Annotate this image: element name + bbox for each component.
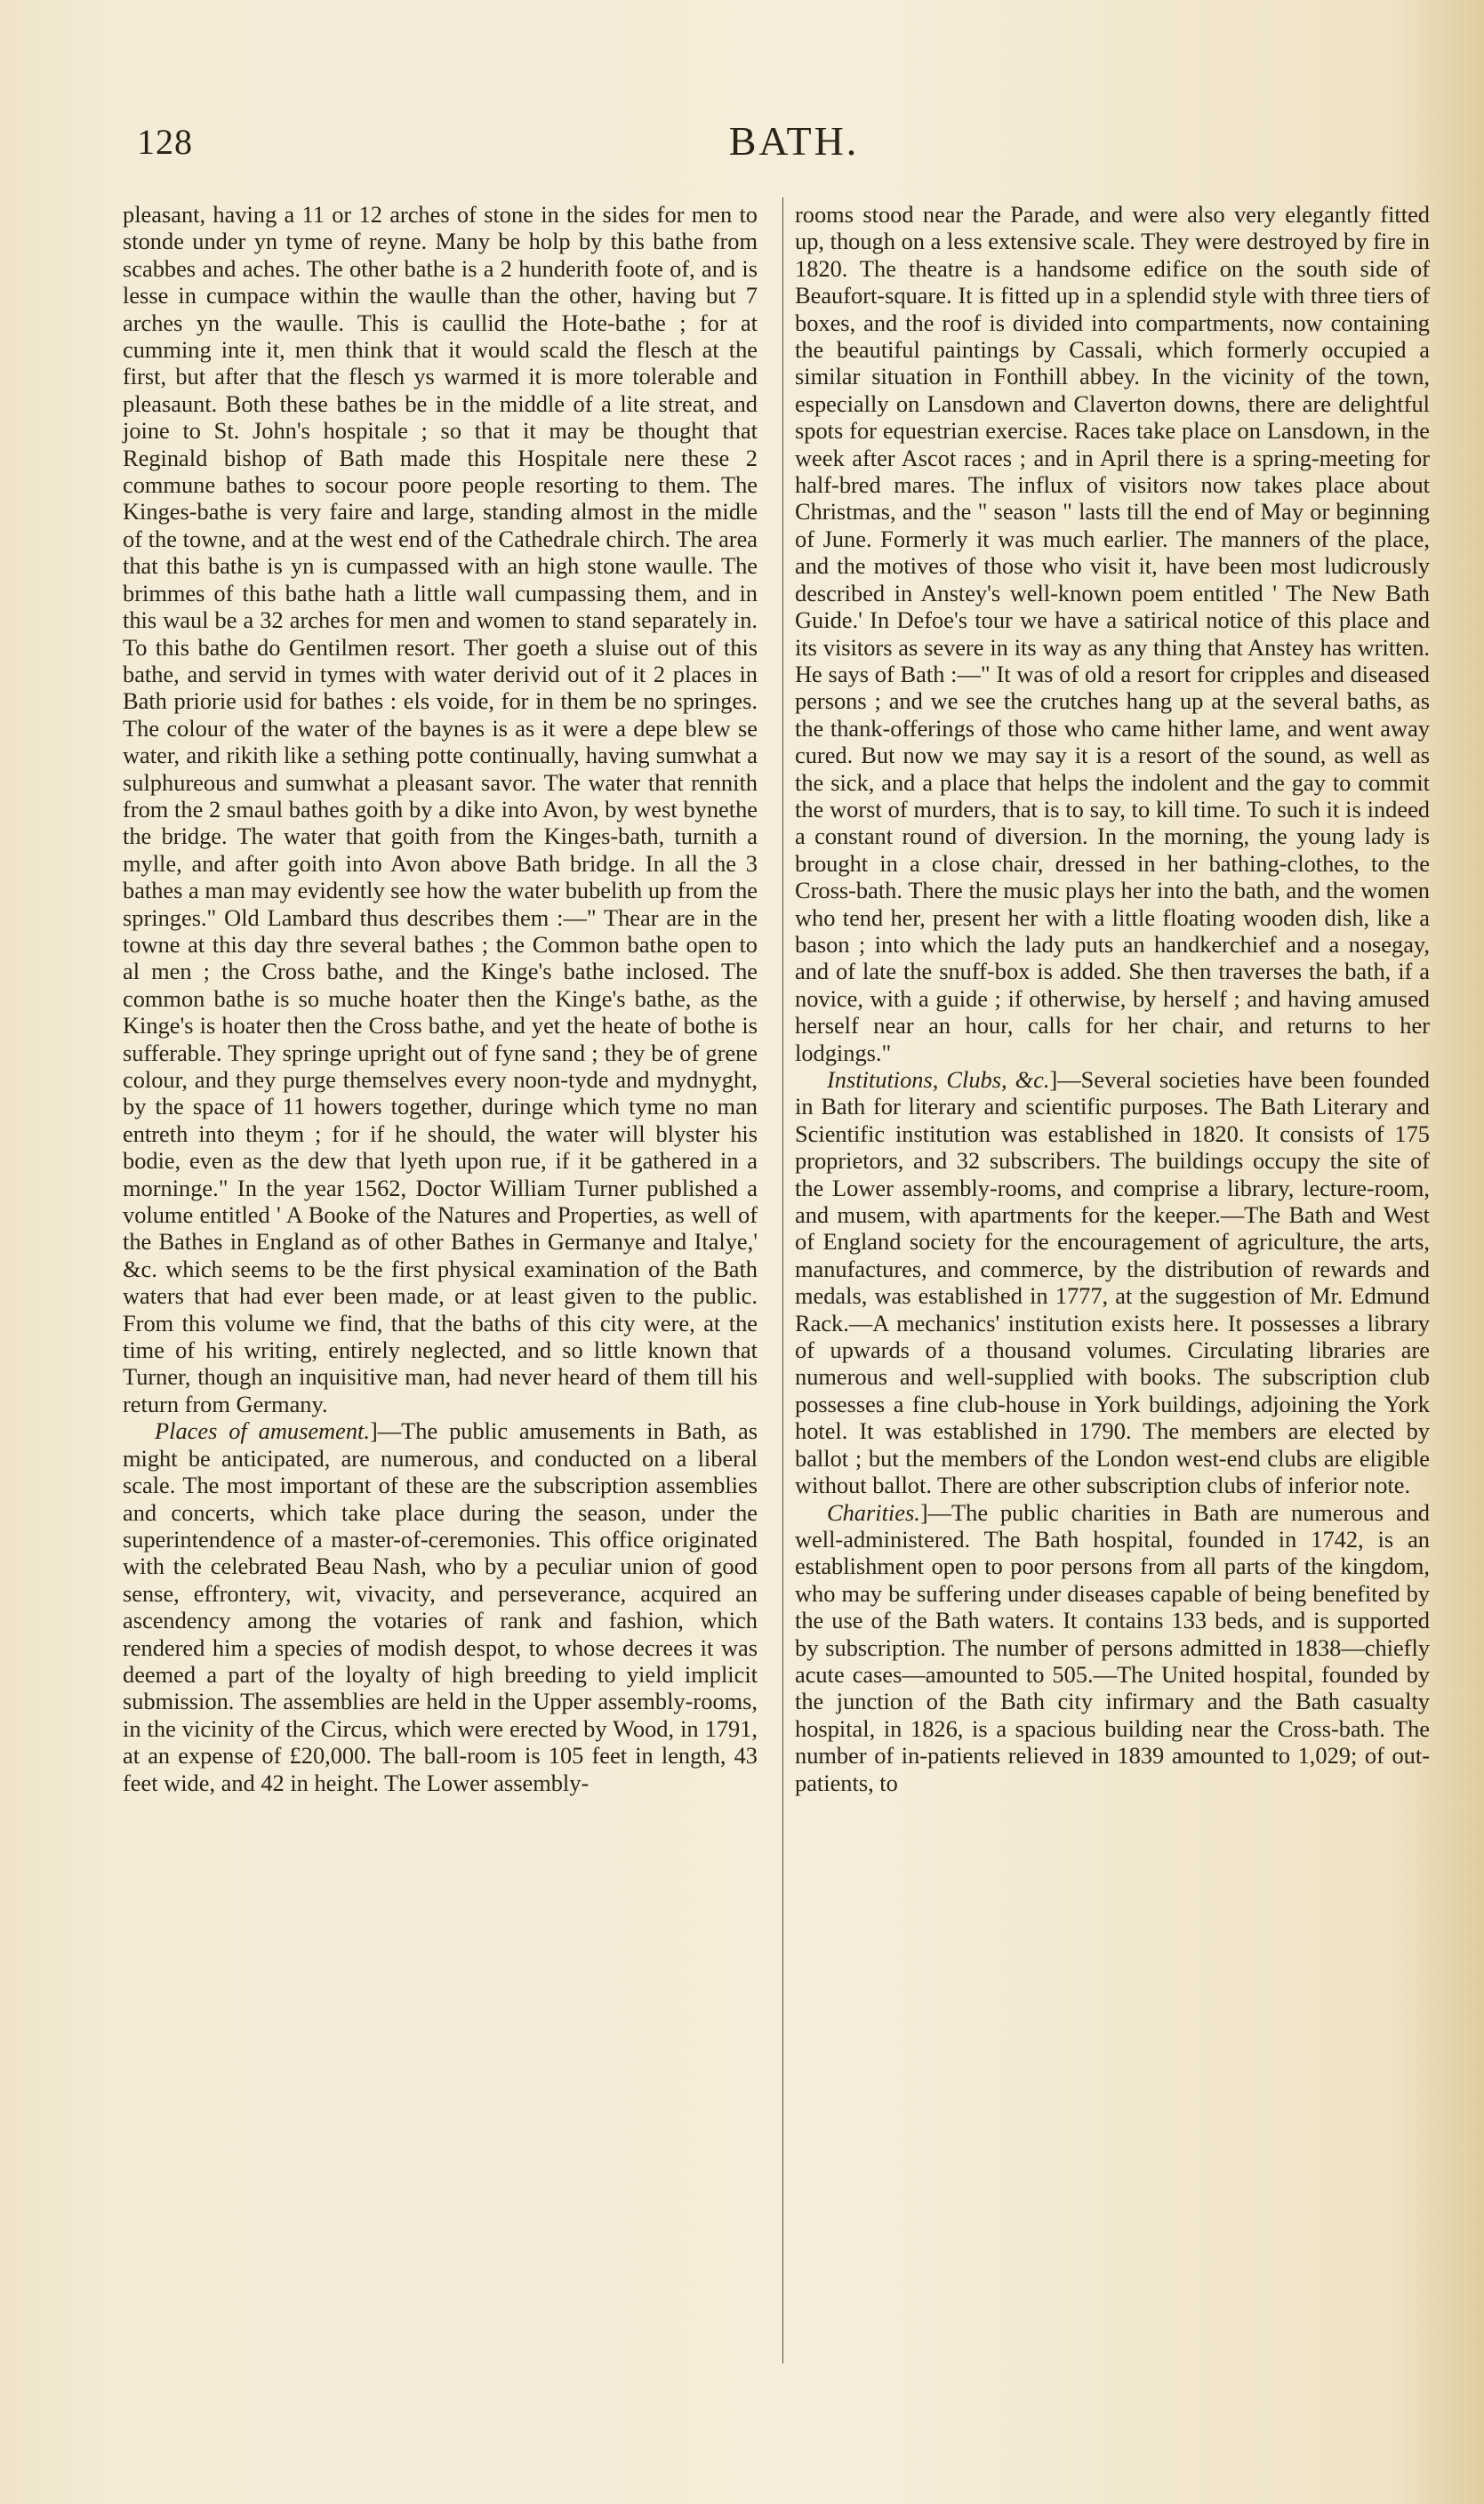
institutions-text: ]—Several societies have been founded in Bath for literary and scientific purposes. The Bath Literary and Scientific institution was established in 1820. It consists of 175 proprietors, and 32 subscribers. The buildings occupy the site of the Lower assembly-rooms, and comprise a library, lecture-room, and musem, with apartments for the keeper.—The Bath and West of England society for the encouragement of agriculture, the arts, manufactures, and commerce, by the distribution of rewards and medals, was established in 1777, at the suggestion of Mr. Edmund Rack.—A mechanics' institution exists here. It possesses a library of upwards of a thousand volumes. Circulating libraries are numerous and well-supplied with books. The subscription club possesses a fine club-house in York buildings, adjoining the York hotel. It was established in 1790. The members are elected by ballot ; but the members of the London west-end clubs are eligible without ballot. There are other subscription clubs of inferior note. (795, 1066, 1430, 1499)
charities-heading: Charities. (827, 1498, 920, 1526)
places-of-amusement-heading: Places of amusement. (155, 1417, 370, 1445)
left-paragraph-1: pleasant, having a 11 or 12 arches of stone in the sides for men to stonde under yn tyme of reyne. Many be holp by this bathe from scabbes and aches. The other bathe is a 2 hunderith foote of, and is lesse in cumpace within the waulle than the other, having but 7 arches yn the waulle. This is caullid the Hote-bathe ; for at cumming inte it, men think that it would scald the flesch at the first, but after that the flesch ys warmed it is more tolerable and pleasaunt. Both these bathes be in the middle of a lite streat, and joine to St. John's hospitale ; so that it may be thought that Reginald bishop of Bath made this Hospitale nere these 2 commune bathes to socour poore people resorting to them. The Kinges-bathe is very faire and large, standing almost in the midle of the towne, and at the west end of the Cathedrale chirch. The area that this bathe is yn is cumpassed with an high stone waulle. The brimmes of this bathe hath a little wall cumpassing them, and in this waul be a 32 arches for men and women to stand separately in. To this bathe do Gentilmen resort. Ther goeth a sluise out of this bathe, and servid in tymes with water derivid out of it 2 places in Bath priorie usid for bathes : els voide, for in them be no springes. The colour of the water of the baynes is as it were a depe blew se water, and rikith like a sething potte continually, having sumwhat a sulphureous and sumwhat a pleasant savor. The water that rennith from the 2 smaul bathes goith by a dike into Avon, by west bynethe the bridge. The water that goith from the Kinges-bath, turnith a mylle, and after goith into Avon above Bath bridge. In all the 3 bathes a man may evidently see how the water bubelith up from the springes." Old Lambard thus describes them :—" Thear are in the towne at this day thre several bathes ; the Common bathe open to al men ; the Cross bathe, and the Kinge's bathe inclosed. The common bathe is so muche hoater then the Kinge's bathe, as the Kinge's is hoater then the Cross bathe, and yet the heate of bothe is sufferable. They springe upright out of fyne sand ; they be of grene colour, and they purge themselves every noon-tyde and mydnyght, by the space of 11 howers together, duringe which tyme no man entreth into theym ; for if he should, the water will blyster his bodie, even as the dew that lyeth upon rue, if it be gathered in a morninge." In the year 1562, Doctor William Turner published a volume entitled ' A Booke of the Natures and Properties, as well of the Bathes in England as of other Bathes in Germanye and Italye,' &c. which seems to be the first physical examination of the Bath waters that had ever been made, or at least given to the public. From this volume we find, that the baths of this city were, at the time of his writing, entirely neglected, and so little known that Turner, though an inquisitive man, had never heard of them till his return from Germany. (123, 201, 758, 1417)
charities-paragraph (795, 1499, 1430, 1796)
right-paragraph-1: rooms stood near the Parade, and were also very elegantly fitted up, though on a less extensive scale. They were destroyed by fire in 1820. The theatre is a handsome edifice on the south side of Beaufort-square. It is fitted up in a splendid style with three tiers of boxes, and the roof is divided into compartments, now containing the beautiful paintings by Cassali, which formerly occupied a similar situation in Fonthill abbey. In the vicinity of the town, especially on Lansdown and Claverton downs, there are delightful spots for equestrian exercise. Races take place on Lansdown, in the week after Ascot races ; and in April there is a spring-meeting for half-bred mares. The influx of visitors now takes place about Christmas, and the " season " lasts till the end of May or beginning of June. Formerly it was much earlier. The manners of the place, and the motives of those who visit it, have been most ludicrously described in Anstey's well-known poem entitled ' The New Bath Guide.' In Defoe's tour we have a satirical notice of this place and its visitors as severe in its way as any thing that Anstey has written. He says of Bath :—" It was of old a resort for cripples and diseased persons ; and we see the crutches hang up at the several baths, as the thank-offerings of those who came hither lame, and went away cured. But now we may say it is a resort of the sound, as well as the sick, and a place that helps the indolent and the gay to commit the worst of murders, that is to say, to kill time. To such it is indeed a constant round of diversion. In the morning, the young lady is brought in a close chair, dressed in her bathing-clothes, to the Cross-bath. There the music plays her into the bath, and the women who tend her, present her with a little floating wooden dish, like a bason ; into which the lady puts an handkerchief and a nosegay, and of late the snuff-box is added. She then traverses the bath, if a novice, with a guide ; if otherwise, by herself ; and having amused herself near an hour, calls for her chair, and returns to her lodgings." (795, 201, 1430, 1066)
page-header (132, 117, 1394, 171)
column-divider (782, 197, 783, 2364)
running-title: BATH. (728, 118, 860, 164)
institutions-paragraph (795, 1066, 1430, 1499)
page-number: 128 (137, 122, 193, 162)
charities-text: ]—The public charities in Bath are numerous and well-administered. The Bath hospital, founded in 1742, is an establishment open to poor persons from all parts of the kingdom, who may be suffering under diseases capable of being benefited by the use of the Bath waters. It contains 133 beds, and is supported by subscription. The number of persons admitted in 1838—chiefly acute cases—amounted to 505.—The United hospital, founded by the junction of the Bath city infirmary and the Bath casualty hospital, in 1826, is a spacious building near the Cross-bath. The number of in-patients relieved in 1839 amounted to 1,029; of out-patients, to (795, 1498, 1430, 1796)
places-of-amusement-paragraph (123, 1417, 758, 1796)
institutions-heading: Institutions, Clubs, &c. (827, 1066, 1050, 1093)
left-column (123, 201, 758, 1796)
places-of-amusement-text: ]—The public amusements in Bath, as might be anticipated, are numerous, and conducted on a liberal scale. The most important of these are the subscription assemblies and concerts, which take place during the season, under the superintendence of a master-of-ceremonies. This office originated with the celebrated Beau Nash, who by a peculiar union of good sense, effrontery, wit, vivacity, and perseverance, acquired an ascendency among the votaries of rank and fashion, which rendered him a species of modish despot, to whose decrees it was deemed a part of the loyalty of high breeding to yield implicit submission. The assemblies are held in the Upper assembly-rooms, in the vicinity of the Circus, which were erected by Wood, in 1791, at an expense of £20,000. The ball-room is 105 feet in length, 43 feet wide, and 42 in height. The Lower assembly- (123, 1417, 758, 1796)
right-column (795, 201, 1430, 1796)
